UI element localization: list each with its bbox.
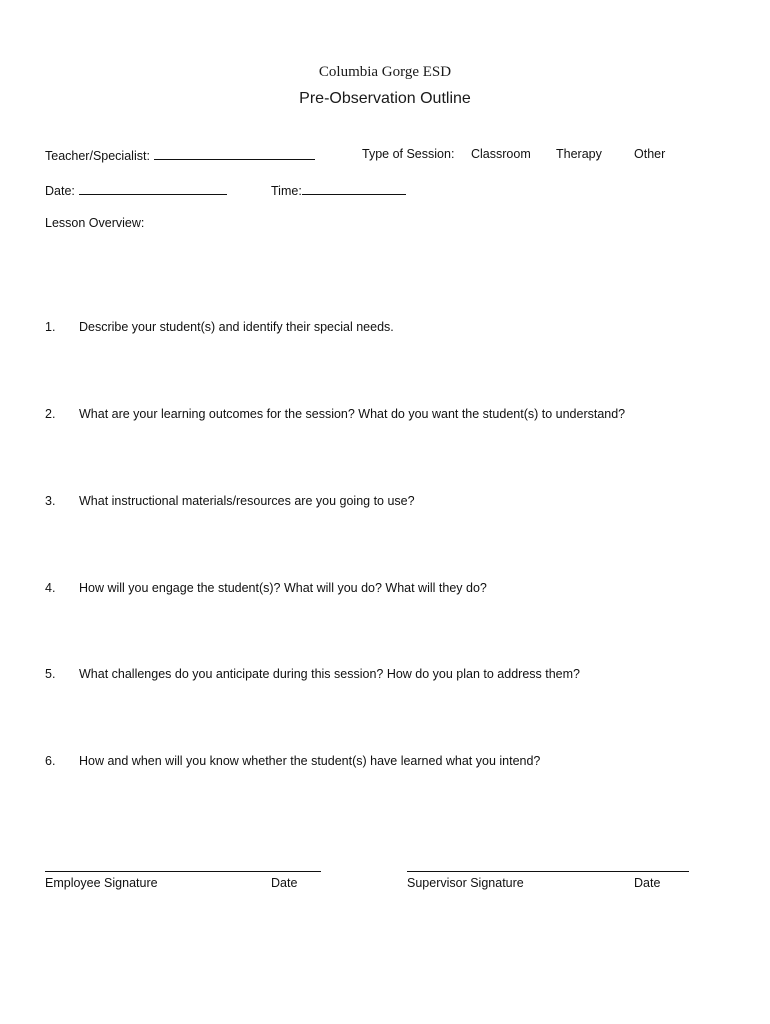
session-type-label: Type of Session: bbox=[362, 147, 455, 161]
teacher-label: Teacher/Specialist: bbox=[45, 149, 150, 163]
employee-date-label: Date bbox=[271, 876, 298, 890]
question-1 bbox=[45, 320, 394, 334]
supervisor-date-label: Date bbox=[634, 876, 661, 890]
question-text: What are your learning outcomes for the session? What do you want the student(s) to understand? bbox=[79, 407, 626, 421]
question-3 bbox=[45, 494, 415, 508]
supervisor-signature-label: Supervisor Signature bbox=[407, 876, 524, 890]
employee-signature-line[interactable] bbox=[45, 871, 321, 872]
date-label: Date: bbox=[45, 184, 75, 198]
time-field bbox=[271, 182, 406, 198]
question-number: 2. bbox=[45, 407, 56, 421]
date-input-line[interactable] bbox=[79, 182, 227, 195]
question-number: 4. bbox=[45, 581, 56, 595]
lesson-overview-label: Lesson Overview: bbox=[45, 216, 145, 230]
time-input-line[interactable] bbox=[302, 182, 406, 195]
session-option-therapy[interactable]: Therapy bbox=[556, 147, 602, 161]
question-text: How and when will you know whether the student(s) have learned what you intend? bbox=[79, 754, 541, 768]
question-text: Describe your student(s) and identify their special needs. bbox=[79, 320, 394, 334]
question-text: How will you engage the student(s)? What will you do? What will they do? bbox=[79, 581, 487, 595]
question-5 bbox=[45, 667, 580, 681]
question-6 bbox=[45, 754, 540, 768]
date-field bbox=[45, 182, 227, 198]
session-option-classroom[interactable]: Classroom bbox=[471, 147, 531, 161]
question-text: What challenges do you anticipate during this session? How do you plan to address them? bbox=[79, 667, 580, 681]
question-number: 3. bbox=[45, 494, 56, 508]
question-number: 1. bbox=[45, 320, 56, 334]
question-4 bbox=[45, 581, 487, 595]
time-label: Time: bbox=[271, 184, 302, 198]
question-number: 5. bbox=[45, 667, 56, 681]
teacher-field bbox=[45, 147, 315, 163]
supervisor-signature-line[interactable] bbox=[407, 871, 689, 872]
page-title: Pre-Observation Outline bbox=[299, 90, 471, 107]
employee-signature-label: Employee Signature bbox=[45, 876, 158, 890]
question-number: 6. bbox=[45, 754, 56, 768]
organization-name: Columbia Gorge ESD bbox=[318, 64, 452, 80]
teacher-input-line[interactable] bbox=[154, 147, 315, 160]
question-text: What instructional materials/resources are you going to use? bbox=[79, 494, 415, 508]
question-2 bbox=[45, 407, 625, 421]
session-option-other[interactable]: Other bbox=[634, 147, 666, 161]
